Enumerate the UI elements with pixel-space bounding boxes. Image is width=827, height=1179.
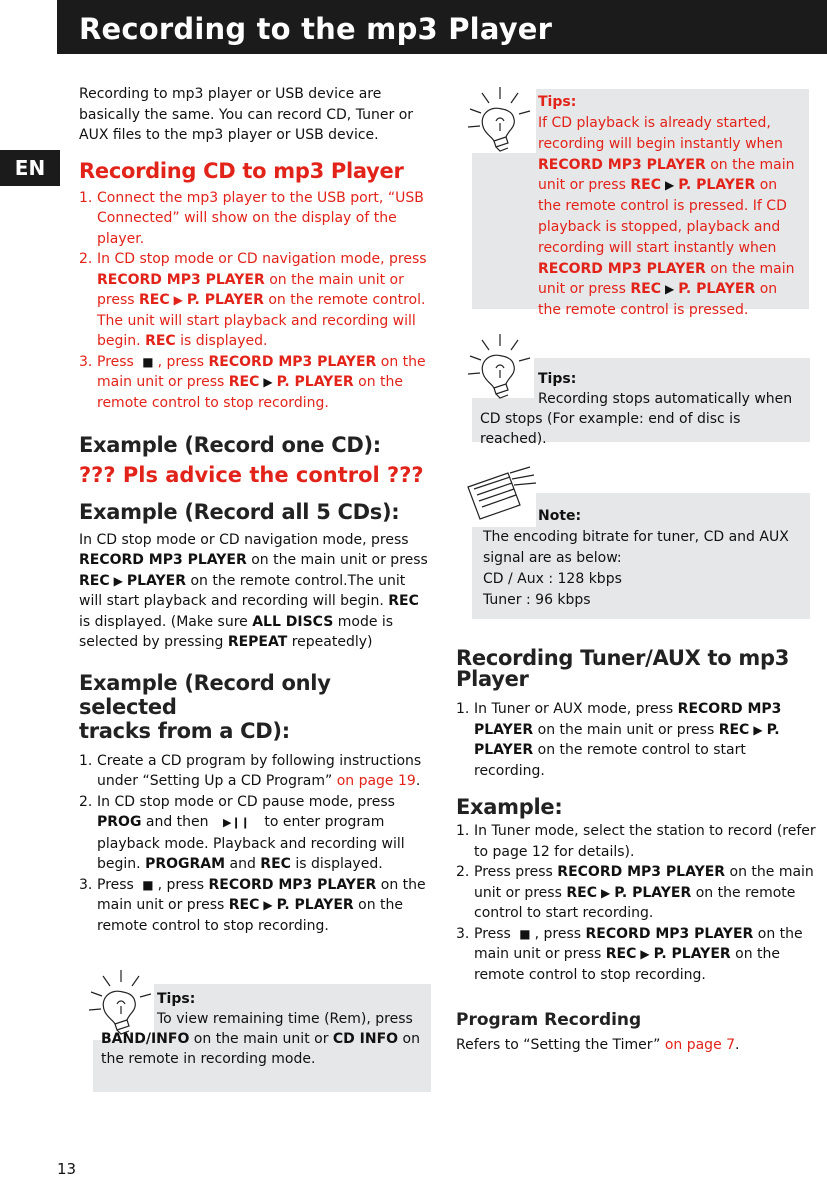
note-box-bitrate xyxy=(472,493,810,619)
left-column xyxy=(79,84,431,936)
tip-title: Tips: xyxy=(157,991,196,1007)
list-item: 3. Press ■ , press RECORD MP3 PLAYER on the main unit or press REC ▶ P. PLAYER on the remote control to stop recording. xyxy=(79,353,426,411)
play-icon: ▶ xyxy=(263,898,273,912)
tip-text-line: Recording stops automatically when xyxy=(538,391,793,407)
page-header xyxy=(57,0,827,54)
example-heading-all-cds: Example (Record all 5 CDs): xyxy=(79,499,400,524)
list-item: 2. In CD stop mode or CD navigation mode, press RECORD MP3 PLAYER on the main unit or press REC ▶ P. PLAYER on the remote control. The unit will start playback and recording will begin. REC is displayed. xyxy=(79,251,427,349)
play-pause-icon: ▶❙❙ xyxy=(222,816,250,829)
tip-text: If CD playback is already started, recording will begin instantly when RECORD MP3 PLAYER on the main unit or press REC ▶ P. PLAYER on the remote control is pressed. If CD playback is stopped, playback and recording will start instantly when RECORD MP3 PLAYER on the main unit or press REC ▶ P. PLAYER on the remote control is pressed. xyxy=(538,115,795,319)
list-item: 1. In Tuner or AUX mode, press RECORD MP3 PLAYER on the main unit or press REC ▶ P. PLAYER on the remote control to start recording. xyxy=(456,701,782,779)
list-item: 1. Connect the mp3 player to the USB port, “USB Connected” will show on the display of the player. xyxy=(79,189,424,247)
section-heading-cd: Recording CD to mp3 Player xyxy=(79,158,404,183)
cd-steps xyxy=(79,188,431,414)
play-icon: ▶ xyxy=(664,282,675,297)
page-link[interactable]: on page 19 xyxy=(336,773,416,789)
play-icon: ▶ xyxy=(113,573,123,588)
page-link[interactable]: on page 7 xyxy=(664,1037,736,1053)
example-all-text: In CD stop mode or CD navigation mode, press RECORD MP3 PLAYER on the main unit or press REC ▶ PLAYER on the remote control.The unit will start playback and recording will begin. REC is displayed. (Make sure ALL DISCS mode is selected by pressing REPEAT repeatedly) xyxy=(79,531,428,650)
lightbulb-icon xyxy=(456,328,538,404)
tip-box-remaining-time xyxy=(93,984,431,1092)
example-heading-one-cd: Example (Record one CD): xyxy=(79,433,381,457)
example-heading-selected: Example (Record only selected tracks from a CD): xyxy=(79,670,331,743)
tip-text-line: CD stops (For example: end of disc is reached). xyxy=(480,411,741,447)
placeholder-note: ??? Pls advice the control ??? xyxy=(79,463,424,487)
example-heading-tuner: Example: xyxy=(456,795,563,819)
note-title: Note: xyxy=(538,508,582,524)
list-item: 3. Press ■ , press RECORD MP3 PLAYER on the main unit or press REC ▶ P. PLAYER on the remote control to stop recording. xyxy=(79,876,426,934)
tuner-example-steps xyxy=(456,821,816,985)
tip-box-cd-playback xyxy=(472,89,809,319)
tuner-steps xyxy=(456,699,816,781)
section-heading-program: Program Recording xyxy=(456,1010,642,1030)
play-icon: ▶ xyxy=(263,375,273,389)
play-icon: ▶ xyxy=(664,178,675,193)
right-column xyxy=(456,648,816,1056)
list-item: 3. Press ■ , press RECORD MP3 PLAYER on the main unit or press REC ▶ P. PLAYER on the remote control to stop recording. xyxy=(456,925,803,983)
language-tab: EN xyxy=(0,150,60,186)
tip-title: Tips: xyxy=(538,371,577,387)
tip-text: To view remaining time (Rem), press BAND/INFO on the main unit or CD INFO on the remote in recording mode. xyxy=(101,1011,420,1067)
play-icon: ▶ xyxy=(753,722,763,737)
selected-steps xyxy=(79,751,431,937)
program-text: Refers to “Setting the Timer” on page 7. xyxy=(456,1037,740,1053)
list-item: 1. Create a CD program by following instructions under “Setting Up a CD Program” on page 19. xyxy=(79,752,422,789)
tip-box-auto-stop xyxy=(472,358,810,447)
play-icon: ▶ xyxy=(173,293,183,307)
list-item: 1. In Tuner mode, select the station to record (refer to page 12 for details). xyxy=(456,823,816,860)
page-number: 13 xyxy=(57,1160,77,1178)
stop-icon: ■ xyxy=(519,926,531,941)
section-heading-tuner: Recording Tuner/AUX to mp3 Player xyxy=(456,646,790,691)
note-paper-icon xyxy=(460,465,538,523)
intro-text: Recording to mp3 player or USB device are basically the same. You can record CD, Tuner or AUX files to the mp3 player or USB device. xyxy=(79,86,414,143)
stop-icon: ■ xyxy=(142,877,154,892)
note-text: The encoding bitrate for tuner, CD and AUX signal are as below: CD / Aux : 128 kbps Tuner : 96 kbps xyxy=(483,529,789,608)
list-item: 2. In CD stop mode or CD pause mode, press PROG and then ▶❙❙ to enter program playback mode. Playback and recording will begin. PROGRAM and REC is displayed. xyxy=(79,793,405,872)
list-item: 2. Press press RECORD MP3 PLAYER on the main unit or press REC ▶ P. PLAYER on the remote control to start recording. xyxy=(456,864,814,921)
play-icon: ▶ xyxy=(640,947,650,961)
page-title: Recording to the mp3 Player xyxy=(79,12,553,46)
stop-icon: ■ xyxy=(142,354,154,369)
play-icon: ▶ xyxy=(600,885,611,900)
tip-title: Tips: xyxy=(538,94,577,110)
